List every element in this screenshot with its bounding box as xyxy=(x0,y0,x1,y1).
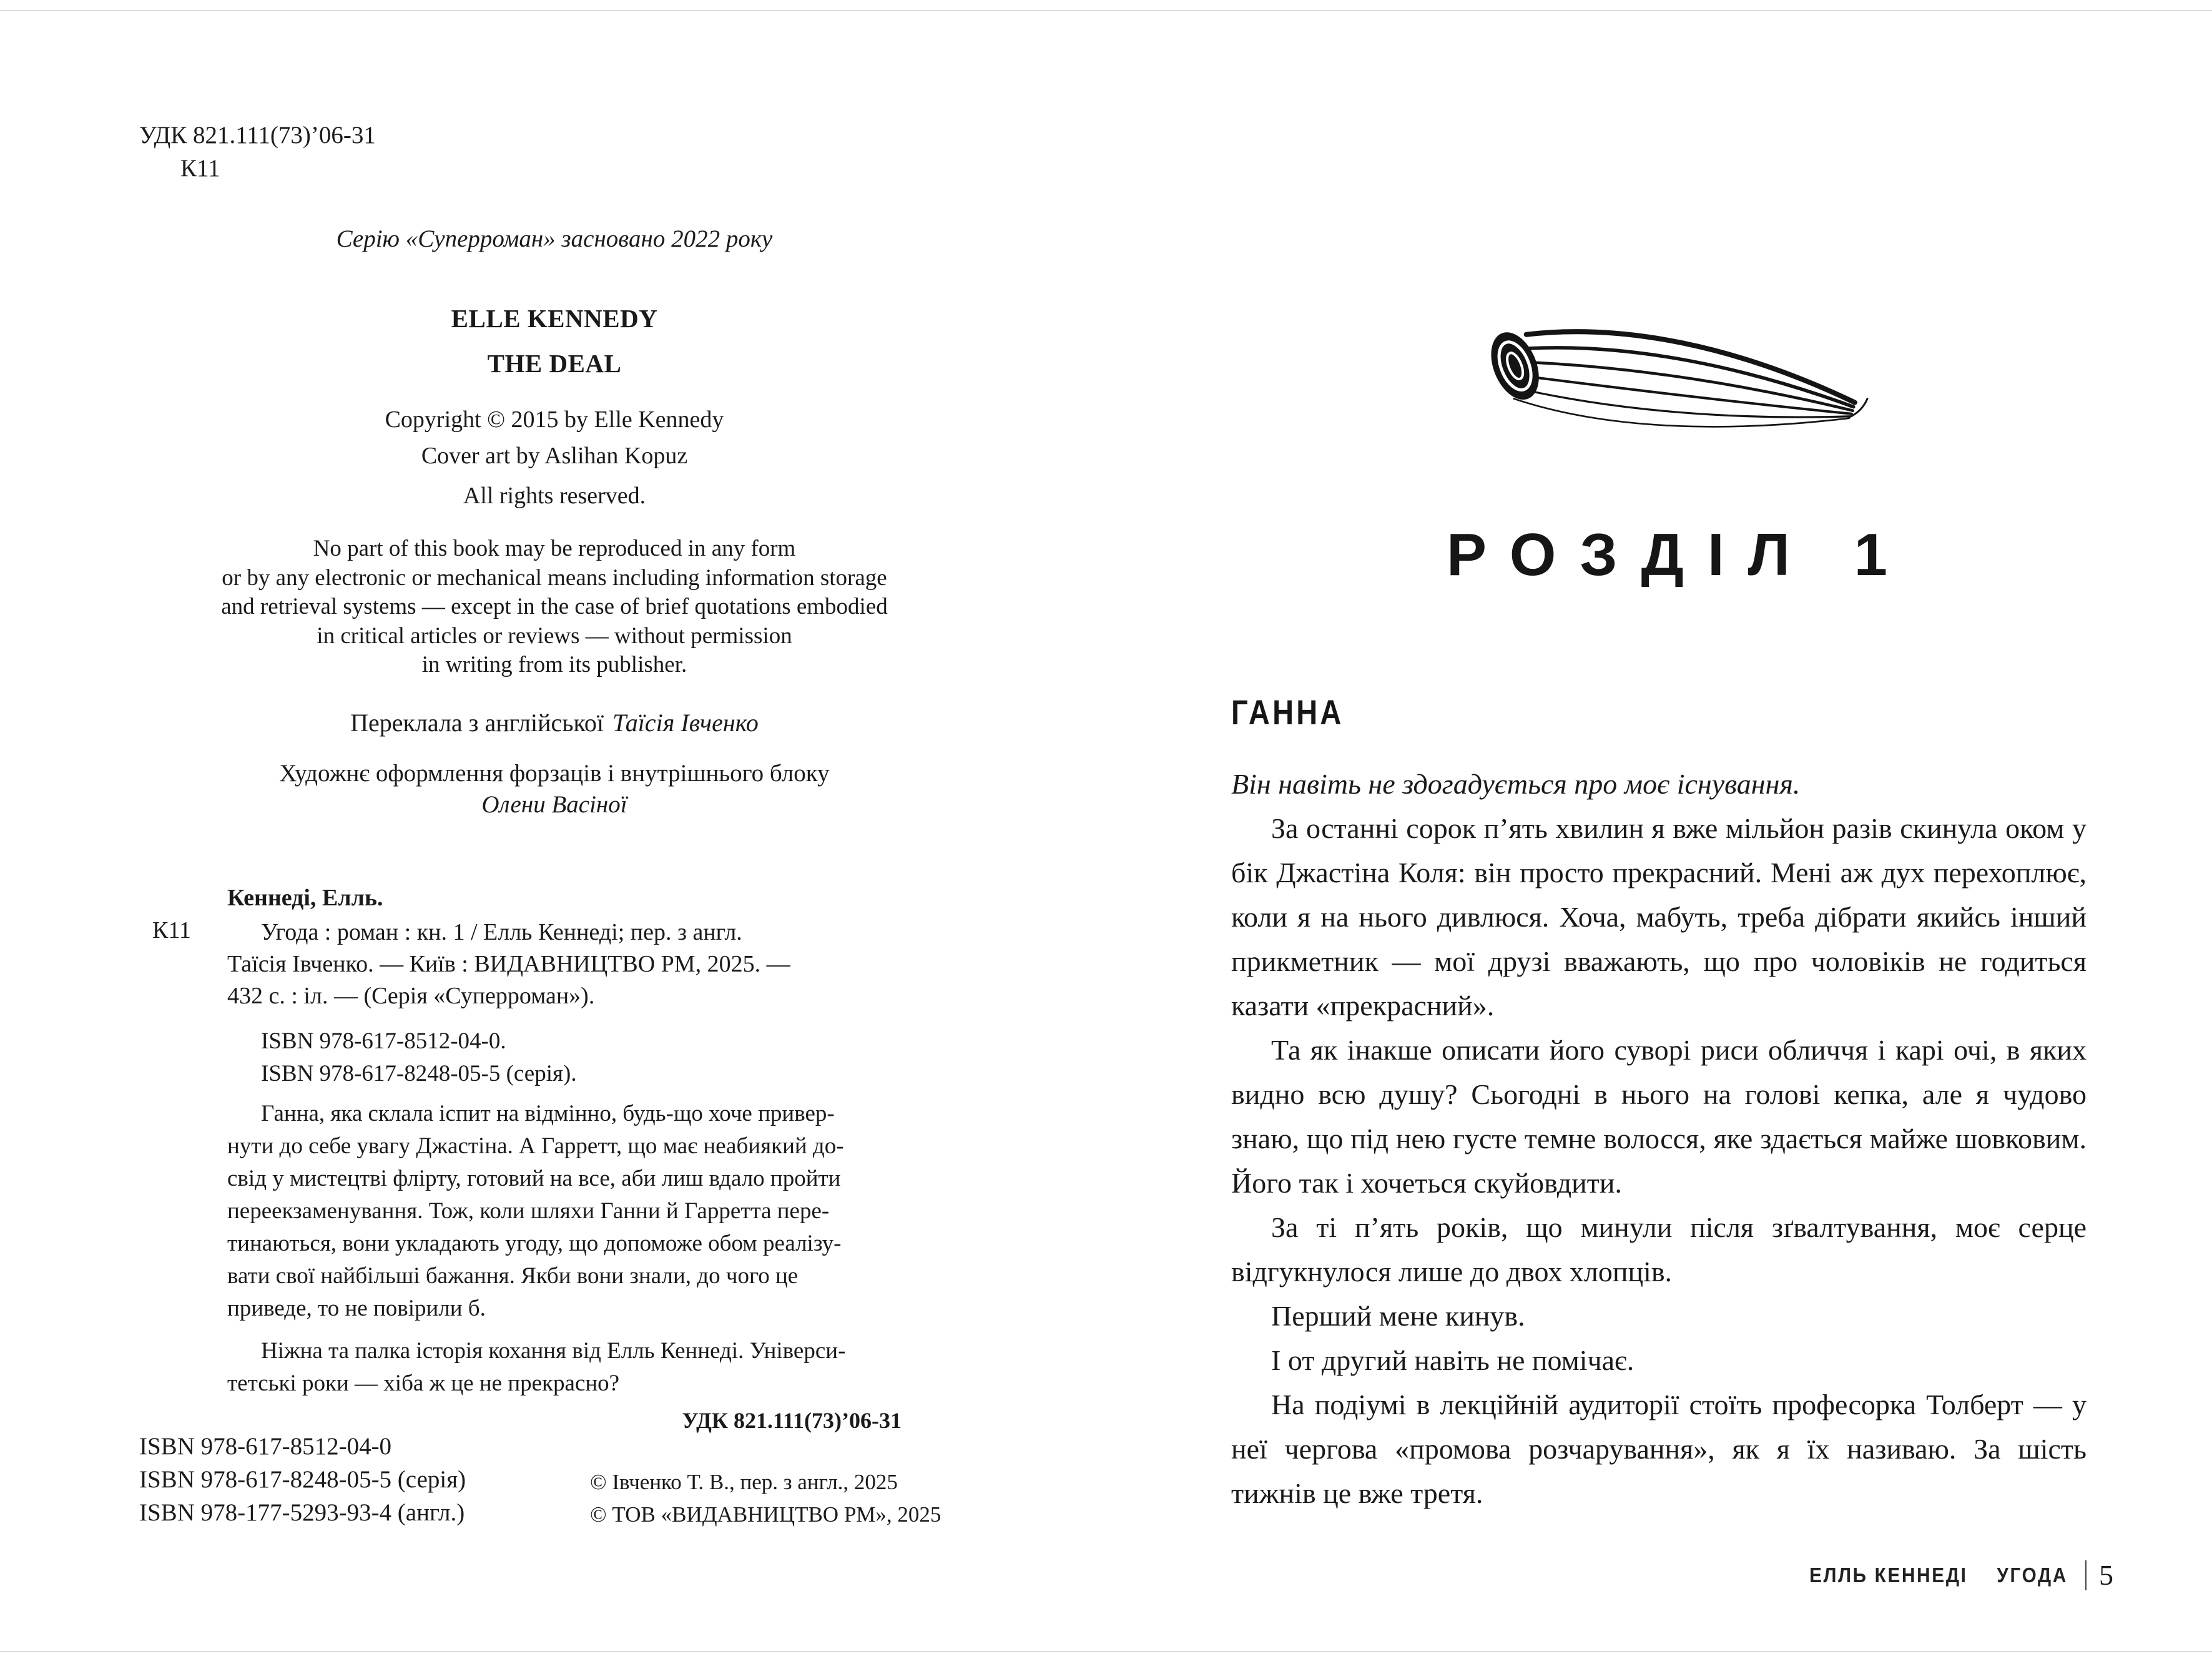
body-paragraph: За ті п’ять років, що минули після зґвалтування, моє серце відгукнулося лише до двох хлопців. xyxy=(1231,1211,2087,1287)
catalog-entry xyxy=(227,917,902,1012)
copyright-holder-line: © Івченко Т. В., пер. з англ., 2025 xyxy=(590,1470,898,1494)
annotation-line: нути до себе увагу Джастіна. А Гарретт, що має неабиякий до- xyxy=(227,1133,844,1159)
udc-line: УДК 821.111(73)’06-31 xyxy=(139,122,376,149)
isbn-block xyxy=(139,1430,466,1529)
catalog-isbn-line: ISBN 978-617-8248-05-5 (серія). xyxy=(261,1061,577,1086)
catalog-entry-line: Угода : роман : кн. 1 / Елль Кеннеді; пер. з англ. xyxy=(261,919,742,945)
udc-classification xyxy=(139,119,376,185)
tagline-line: Ніжна та палка історія кохання від Елль Кеннеді. Універси- xyxy=(261,1338,846,1364)
annotation-line: Ганна, яка склала іспит на відмінно, будь-що хоче привер- xyxy=(261,1101,835,1126)
tagline-line: тетські роки — хіба ж це не прекрасно? xyxy=(227,1371,620,1396)
original-title: THE DEAL xyxy=(487,349,622,378)
catalog-author-heading: Кеннеді, Елль. xyxy=(227,885,383,911)
copyright-line: Copyright © 2015 by Elle Kennedy xyxy=(385,406,724,433)
catalog-tagline xyxy=(227,1335,902,1400)
page-edge-top xyxy=(0,10,2212,11)
translator-prefix: Переклала з англійської xyxy=(350,709,604,737)
catalog-isbn-list xyxy=(261,1025,577,1090)
body-paragraph: І от другий навіть не помічає. xyxy=(1271,1344,1634,1376)
rights-paragraph-line: and retrieval systems — except in the case of brief quotations embodied xyxy=(221,594,888,619)
design-credit xyxy=(139,758,970,820)
horn-illustration xyxy=(1466,315,1869,476)
catalog-margin-code: К11 xyxy=(152,917,191,943)
body-paragraph: Та як інакше описати його суворі риси обличчя і карі очі, в яких видно всю душу? Сьогодні в нього на голові кепка, але я чудово знаю, що під нею густе темне волосся, яке здається майже шовковим. Його так і хочеться скуйовдити. xyxy=(1231,1034,2087,1199)
series-note: Серію «Суперроман» засновано 2022 року xyxy=(336,225,773,252)
body-paragraph: На подіумі в лекційній аудиторії стоїть професорка Толберт — у неї чергова «промова розчарування», як я їх називаю. За шість тижнів це вже третя. xyxy=(1231,1389,2087,1509)
page-number: 5 xyxy=(2099,1559,2113,1591)
footer-book-title: УГОДА xyxy=(1996,1563,2068,1587)
catalog-entry-line: Таїсія Івченко. — Київ : ВИДАВНИЦТВО РМ, 2025. — xyxy=(227,951,790,977)
annotation-line: свід у мистецтві флірту, готовий на все, аби лиш вдало пройти xyxy=(227,1166,841,1191)
isbn-line: ISBN 978-617-8248-05-5 (серія) xyxy=(139,1466,466,1493)
catalog-entry-line: 432 с. : іл. — (Серія «Суперроман»). xyxy=(227,983,595,1009)
rights-paragraph xyxy=(139,534,970,680)
body-paragraph: За останні сорок п’ять хвилин я вже мільйон разів скинула оком у бік Джастіна Коля: він просто прекрасний. Мені аж дух перехоплює, коли я на нього дивлюся. Хоча, мабуть, треба дібрати якийсь інший прикметник — мої друзі вважають, що про чоловіків не годиться казати «прекрасний». xyxy=(1231,812,2087,1021)
horn-swoosh-icon xyxy=(1466,315,1869,476)
copyright-holder-line: © ТОВ «ВИДАВНИЦТВО РМ», 2025 xyxy=(590,1502,941,1527)
rights-paragraph-line: in writing from its publisher. xyxy=(421,652,687,677)
rights-paragraph-line: or by any electronic or mechanical means including information storage xyxy=(222,564,887,591)
footer-divider xyxy=(2085,1560,2087,1590)
udc-author-sign: К11 xyxy=(180,155,220,182)
rights-paragraph-line: in critical articles or reviews — without permission xyxy=(317,623,792,649)
annotation-line: тинаються, вони укладають угоду, що допоможе обом реалізу- xyxy=(227,1231,842,1256)
isbn-line: ISBN 978-617-8512-04-0 xyxy=(139,1433,392,1460)
catalog-annotation xyxy=(227,1098,902,1325)
body-paragraph: Перший мене кинув. xyxy=(1271,1300,1525,1332)
rights-paragraph-line: No part of this book may be reproduced in any form xyxy=(313,536,796,561)
page-edge-bottom xyxy=(0,1651,2212,1652)
footer-author: ЕЛЛЬ КЕННЕДІ xyxy=(1809,1563,1968,1587)
catalog-isbn-line: ISBN 978-617-8512-04-0. xyxy=(261,1028,506,1054)
designer-name: Олени Васіної xyxy=(481,791,627,818)
design-credit-line: Художнє оформлення форзаців і внутрішнього блоку xyxy=(279,760,830,787)
original-author: ELLE KENNEDY xyxy=(451,304,658,333)
annotation-line: вати свої найбільші бажання. Якби вони знали, до чого це xyxy=(227,1263,799,1289)
chapter-heading: РОЗДІЛ 1 xyxy=(1446,521,1912,588)
copyright-block xyxy=(590,1466,941,1531)
annotation-line: переекзаменування. Тож, коли шляхи Ганни й Гарретта пере- xyxy=(227,1198,830,1224)
cover-art-credit: Cover art by Aslihan Kopuz xyxy=(421,443,688,469)
annotation-line: приведе, то не повірили б. xyxy=(227,1296,486,1321)
body-paragraph: Він навіть не здогадується про моє існування. xyxy=(1231,768,1801,800)
chapter-body xyxy=(1231,762,2087,1515)
udc-bottom: УДК 821.111(73)’06-31 xyxy=(682,1408,902,1433)
isbn-line: ISBN 978-177-5293-93-4 (англ.) xyxy=(139,1499,465,1526)
translator-name: Таїсія Івченко xyxy=(612,709,759,737)
running-footer xyxy=(1801,1558,2113,1592)
pov-section-heading: ГАННА xyxy=(1231,692,1344,732)
rights-reserved-line: All rights reserved. xyxy=(463,483,646,509)
translator-credit xyxy=(139,708,970,737)
